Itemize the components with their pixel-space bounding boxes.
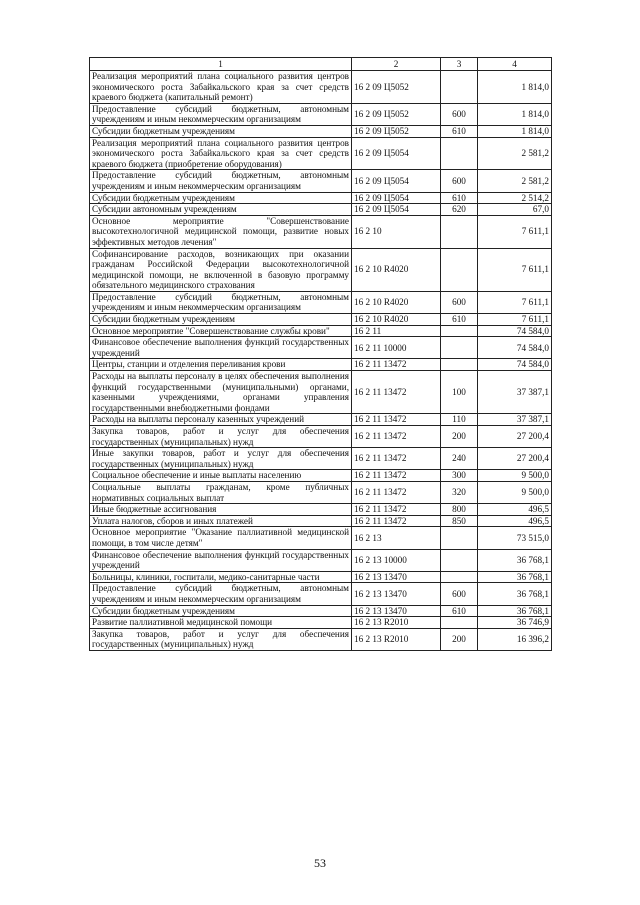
row-name-cell: Субсидии бюджетным учреждениям [90, 314, 352, 326]
row-name-cell: Развитие паллиативной медицинской помощи [90, 617, 352, 629]
row-amount-cell: 9 500,0 [478, 481, 552, 503]
table-row [90, 371, 552, 414]
row-amount-cell: 27 200,4 [478, 426, 552, 448]
table-row [90, 103, 552, 125]
table-row [90, 337, 552, 359]
row-code-cell: 16 2 10 R4020 [352, 314, 441, 326]
row-code-cell: 16 2 11 13472 [352, 371, 441, 414]
row-name-cell: Реализация мероприятий плана социального развития центров экономического роста Забайкальского края за счет средств краевого бюджета (капитальный ремонт) [90, 71, 352, 104]
row-expense-type-cell: 100 [441, 371, 478, 414]
column-header-name: 1 [90, 58, 352, 71]
page-number: 53 [314, 856, 326, 870]
row-expense-type-cell: 620 [441, 204, 478, 216]
row-amount-cell: 1 814,0 [478, 125, 552, 137]
row-code-cell: 16 2 09 Ц5054 [352, 170, 441, 192]
row-name-cell: Иные закупки товаров, работ и услуг для обеспечения государственных (муниципальных) нужд [90, 448, 352, 470]
row-amount-cell: 1 814,0 [478, 71, 552, 104]
table-row [90, 470, 552, 482]
row-name-cell: Расходы на выплаты персоналу в целях обеспечения выполнения функций государственными (муниципальными) органами, казенными учреждениями, органами управления государственными внебюджетными фондами [90, 371, 352, 414]
table-row [90, 583, 552, 605]
row-amount-cell: 2 581,2 [478, 137, 552, 170]
row-expense-type-cell: 200 [441, 628, 478, 650]
row-code-cell: 16 2 09 Ц5054 [352, 204, 441, 216]
table-row [90, 628, 552, 650]
row-expense-type-cell: 600 [441, 170, 478, 192]
row-code-cell: 16 2 11 13472 [352, 470, 441, 482]
column-header-expense-type: 3 [441, 58, 478, 71]
row-expense-type-cell [441, 71, 478, 104]
table-row [90, 549, 552, 571]
table-row [90, 71, 552, 104]
row-code-cell: 16 2 11 13472 [352, 359, 441, 371]
row-name-cell: Закупка товаров, работ и услуг для обеспечения государственных (муниципальных) нужд [90, 426, 352, 448]
row-name-cell: Основное мероприятие "Совершенствование высокотехнологичной медицинской помощи, развитие новых эффективных методов лечения" [90, 215, 352, 248]
table-row [90, 359, 552, 371]
row-code-cell: 16 2 11 13472 [352, 426, 441, 448]
row-name-cell: Субсидии бюджетным учреждениям [90, 605, 352, 617]
row-amount-cell: 27 200,4 [478, 448, 552, 470]
row-expense-type-cell [441, 571, 478, 583]
row-name-cell: Центры, станции и отделения переливания крови [90, 359, 352, 371]
row-name-cell: Закупка товаров, работ и услуг для обеспечения государственных (муниципальных) нужд [90, 628, 352, 650]
row-code-cell: 16 2 10 R4020 [352, 248, 441, 291]
row-expense-type-cell: 240 [441, 448, 478, 470]
row-amount-cell: 1 814,0 [478, 103, 552, 125]
row-expense-type-cell [441, 617, 478, 629]
row-expense-type-cell: 600 [441, 583, 478, 605]
row-amount-cell: 74 584,0 [478, 359, 552, 371]
row-name-cell: Финансовое обеспечение выполнения функций государственных учреждений [90, 549, 352, 571]
row-expense-type-cell [441, 337, 478, 359]
row-code-cell: 16 2 13 13470 [352, 583, 441, 605]
row-amount-cell: 7 611,1 [478, 314, 552, 326]
budget-table [89, 57, 552, 651]
row-code-cell: 16 2 11 13472 [352, 414, 441, 426]
row-expense-type-cell [441, 359, 478, 371]
table-row [90, 414, 552, 426]
row-expense-type-cell: 320 [441, 481, 478, 503]
row-name-cell: Предоставление субсидий бюджетным, автономным учреждениям и иным некоммерческим организациям [90, 170, 352, 192]
column-header-amount: 4 [478, 58, 552, 71]
row-amount-cell: 37 387,1 [478, 371, 552, 414]
row-expense-type-cell: 610 [441, 125, 478, 137]
row-expense-type-cell: 600 [441, 291, 478, 313]
row-amount-cell: 496,5 [478, 515, 552, 527]
row-expense-type-cell [441, 137, 478, 170]
table-row [90, 481, 552, 503]
row-amount-cell: 73 515,0 [478, 527, 552, 549]
row-code-cell: 16 2 13 10000 [352, 549, 441, 571]
table-row [90, 170, 552, 192]
row-code-cell: 16 2 13 13470 [352, 571, 441, 583]
row-expense-type-cell [441, 549, 478, 571]
row-amount-cell: 67,0 [478, 204, 552, 216]
row-amount-cell: 496,5 [478, 504, 552, 516]
row-expense-type-cell [441, 248, 478, 291]
table-row [90, 325, 552, 337]
row-amount-cell: 36 768,1 [478, 571, 552, 583]
row-name-cell: Основное мероприятие "Совершенствование службы крови" [90, 325, 352, 337]
row-code-cell: 16 2 09 Ц5054 [352, 137, 441, 170]
header-row [90, 58, 552, 71]
row-name-cell: Реализация мероприятий плана социального развития центров экономического роста Забайкальского края за счет средств краевого бюджета (приобретение оборудования) [90, 137, 352, 170]
row-amount-cell: 16 396,2 [478, 628, 552, 650]
table-row [90, 125, 552, 137]
row-name-cell: Софинансирование расходов, возникающих при оказании гражданам Российской Федерации высокотехнологичной медицинской помощи, не включенной в базовую программу обязательного медицинского страхования [90, 248, 352, 291]
table-row [90, 605, 552, 617]
row-expense-type-cell: 600 [441, 103, 478, 125]
row-amount-cell: 9 500,0 [478, 470, 552, 482]
row-code-cell: 16 2 13 13470 [352, 605, 441, 617]
column-header-code: 2 [352, 58, 441, 71]
row-name-cell: Уплата налогов, сборов и иных платежей [90, 515, 352, 527]
row-name-cell: Предоставление субсидий бюджетным, автономным учреждениям и иным некоммерческим организациям [90, 103, 352, 125]
row-amount-cell: 74 584,0 [478, 325, 552, 337]
row-expense-type-cell: 110 [441, 414, 478, 426]
row-code-cell: 16 2 13 [352, 527, 441, 549]
row-expense-type-cell [441, 527, 478, 549]
row-name-cell: Иные бюджетные ассигнования [90, 504, 352, 516]
table-row [90, 291, 552, 313]
row-expense-type-cell: 300 [441, 470, 478, 482]
row-code-cell: 16 2 09 Ц5052 [352, 103, 441, 125]
row-name-cell: Субсидии автономным учреждениям [90, 204, 352, 216]
table-row [90, 248, 552, 291]
table-row [90, 137, 552, 170]
table-row [90, 515, 552, 527]
row-code-cell: 16 2 10 R4020 [352, 291, 441, 313]
row-code-cell: 16 2 13 R2010 [352, 617, 441, 629]
row-expense-type-cell: 610 [441, 192, 478, 204]
table-row [90, 192, 552, 204]
row-amount-cell: 36 768,1 [478, 605, 552, 617]
row-expense-type-cell: 610 [441, 314, 478, 326]
table-body [90, 71, 552, 651]
row-amount-cell: 2 581,2 [478, 170, 552, 192]
row-code-cell: 16 2 10 [352, 215, 441, 248]
row-expense-type-cell: 200 [441, 426, 478, 448]
row-name-cell: Финансовое обеспечение выполнения функций государственных учреждений [90, 337, 352, 359]
row-code-cell: 16 2 11 [352, 325, 441, 337]
row-amount-cell: 74 584,0 [478, 337, 552, 359]
row-code-cell: 16 2 11 13472 [352, 481, 441, 503]
row-code-cell: 16 2 09 Ц5054 [352, 192, 441, 204]
row-expense-type-cell: 850 [441, 515, 478, 527]
row-expense-type-cell: 610 [441, 605, 478, 617]
row-amount-cell: 36 768,1 [478, 583, 552, 605]
row-name-cell: Предоставление субсидий бюджетным, автономным учреждениям и иным некоммерческим организациям [90, 583, 352, 605]
row-code-cell: 16 2 09 Ц5052 [352, 125, 441, 137]
row-amount-cell: 7 611,1 [478, 291, 552, 313]
row-code-cell: 16 2 11 13472 [352, 515, 441, 527]
row-name-cell: Больницы, клиники, госпитали, медико-санитарные части [90, 571, 352, 583]
table-row [90, 571, 552, 583]
row-amount-cell: 7 611,1 [478, 215, 552, 248]
table-row [90, 448, 552, 470]
row-code-cell: 16 2 11 13472 [352, 504, 441, 516]
table-row [90, 314, 552, 326]
row-expense-type-cell: 800 [441, 504, 478, 516]
row-amount-cell: 36 768,1 [478, 549, 552, 571]
row-code-cell: 16 2 11 13472 [352, 448, 441, 470]
table-row [90, 215, 552, 248]
table-row [90, 504, 552, 516]
row-name-cell: Субсидии бюджетным учреждениям [90, 125, 352, 137]
row-name-cell: Основное мероприятие "Оказание паллиативной медицинской помощи, в том числе детям" [90, 527, 352, 549]
row-amount-cell: 37 387,1 [478, 414, 552, 426]
table-row [90, 204, 552, 216]
table-row [90, 426, 552, 448]
row-name-cell: Расходы на выплаты персоналу казенных учреждений [90, 414, 352, 426]
row-name-cell: Субсидии бюджетным учреждениям [90, 192, 352, 204]
row-name-cell: Социальное обеспечение и иные выплаты населению [90, 470, 352, 482]
table-row [90, 617, 552, 629]
row-amount-cell: 2 514,2 [478, 192, 552, 204]
row-code-cell: 16 2 13 R2010 [352, 628, 441, 650]
row-name-cell: Социальные выплаты гражданам, кроме публичных нормативных социальных выплат [90, 481, 352, 503]
row-amount-cell: 7 611,1 [478, 248, 552, 291]
row-expense-type-cell [441, 325, 478, 337]
row-expense-type-cell [441, 215, 478, 248]
table-row [90, 527, 552, 549]
row-name-cell: Предоставление субсидий бюджетным, автономным учреждениям и иным некоммерческим организациям [90, 291, 352, 313]
row-code-cell: 16 2 11 10000 [352, 337, 441, 359]
row-code-cell: 16 2 09 Ц5052 [352, 71, 441, 104]
row-amount-cell: 36 746,9 [478, 617, 552, 629]
